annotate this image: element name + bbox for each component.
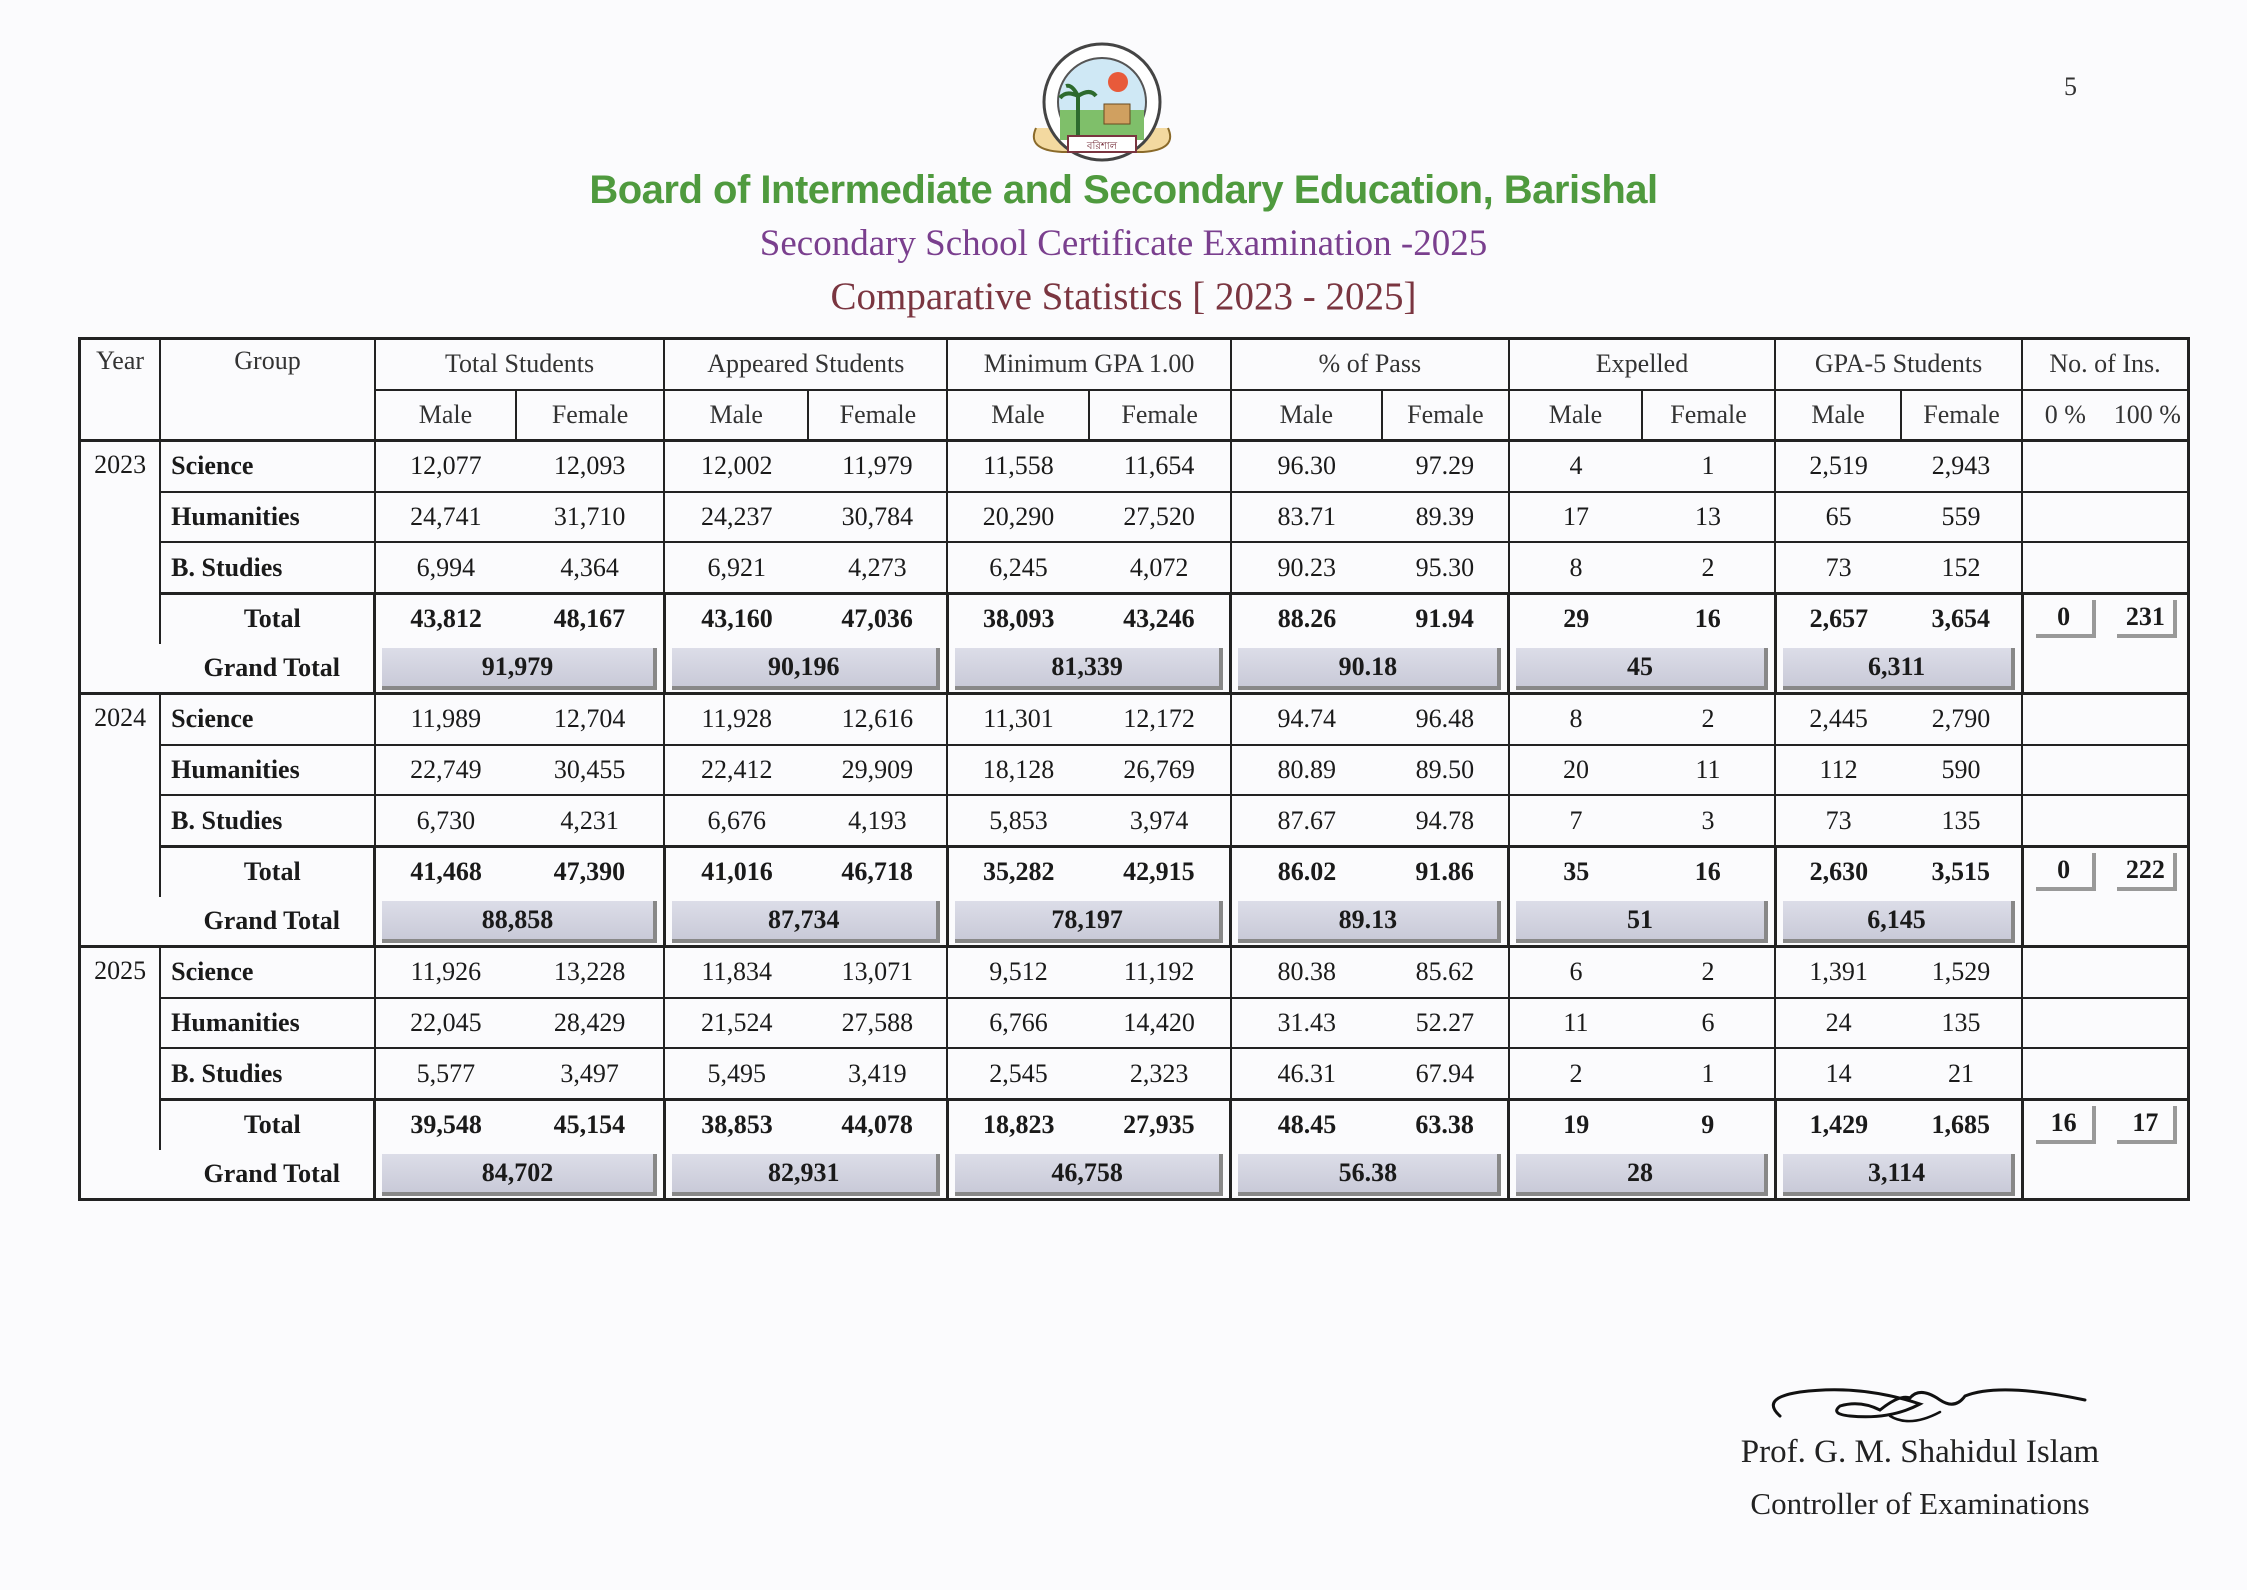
board-title: Board of Intermediate and Secondary Education, Barishal	[589, 168, 1658, 212]
grand-total-cell	[947, 1150, 1230, 1200]
value-cell: 11,989	[375, 694, 516, 745]
ins-empty-cell	[2022, 998, 2188, 1049]
value-cell: 85.62	[1382, 947, 1509, 998]
subheader-ins-0: 0 %	[2022, 390, 2108, 441]
value-cell: 2,445	[1775, 694, 1901, 745]
total-cell: 2,630	[1775, 846, 1901, 896]
group-cell: B. Studies	[160, 1048, 375, 1099]
subheader-male: Male	[1775, 390, 1901, 441]
total-cell: 19	[1509, 1099, 1642, 1149]
value-cell: 5,495	[664, 1048, 808, 1099]
subheader-male: Male	[1509, 390, 1642, 441]
value-cell: 9,512	[947, 947, 1088, 998]
ins-0-cell	[2022, 593, 2108, 643]
total-cell: 91.86	[1382, 846, 1509, 896]
value-cell: 28,429	[516, 998, 664, 1049]
grand-total-value: 56.38	[1238, 1154, 1501, 1196]
total-cell: 2,657	[1775, 593, 1901, 643]
value-cell: 17	[1509, 492, 1642, 543]
value-cell: 4,364	[516, 542, 664, 593]
value-cell: 590	[1901, 745, 2022, 796]
header-total-students: Total Students	[375, 339, 664, 390]
total-cell: 41,468	[375, 846, 516, 896]
value-cell: 80.89	[1231, 745, 1382, 796]
table-row-2025-grand-total	[80, 1150, 2189, 1200]
total-cell: 48,167	[516, 593, 664, 643]
grand-total-value: 45	[1516, 648, 1767, 690]
ins-100-value: 231	[2117, 600, 2177, 638]
header-minimum-gpa: Minimum GPA 1.00	[947, 339, 1230, 390]
header-row-1	[80, 339, 2189, 390]
exam-title: Secondary School Certificate Examination -2025	[759, 223, 1488, 264]
value-cell: 20,290	[947, 492, 1088, 543]
value-cell: 11,192	[1089, 947, 1231, 998]
header-year: Year	[80, 339, 161, 441]
grand-total-value: 3,114	[1783, 1154, 2015, 1196]
grand-total-value: 88,858	[382, 901, 656, 943]
value-cell: 30,784	[808, 492, 947, 543]
ins-0-value: 0	[2036, 600, 2096, 638]
value-cell: 67.94	[1382, 1048, 1509, 1099]
total-cell: 1,685	[1901, 1099, 2022, 1149]
value-cell: 27,588	[808, 998, 947, 1049]
total-cell: 18,823	[947, 1099, 1088, 1149]
value-cell: 13,228	[516, 947, 664, 998]
table-row-2025-bstudies	[80, 1048, 2189, 1099]
value-cell: 65	[1775, 492, 1901, 543]
year-cell-2023: 2023	[80, 441, 161, 694]
value-cell: 6,994	[375, 542, 516, 593]
total-cell: 9	[1642, 1099, 1775, 1149]
grand-total-cell	[1775, 1150, 2022, 1200]
value-cell: 6,676	[664, 795, 808, 846]
value-cell: 2	[1642, 694, 1775, 745]
subheader-male: Male	[664, 390, 808, 441]
table-row-2023-total	[80, 593, 2189, 643]
value-cell: 152	[1901, 542, 2022, 593]
total-cell: 86.02	[1231, 846, 1382, 896]
board-seal-logo	[1022, 40, 1182, 170]
ins-100-cell	[2108, 846, 2189, 896]
value-cell: 26,769	[1089, 745, 1231, 796]
value-cell: 22,412	[664, 745, 808, 796]
ins-empty-cell	[2022, 1150, 2188, 1200]
grand-total-value: 81,339	[955, 648, 1223, 690]
ins-empty-cell	[2022, 897, 2188, 947]
subheader-male: Male	[375, 390, 516, 441]
value-cell: 135	[1901, 795, 2022, 846]
ins-100-cell	[2108, 1099, 2189, 1149]
grand-total-value: 78,197	[955, 901, 1223, 943]
table-row-2025-humanities	[80, 998, 2189, 1049]
value-cell: 87.67	[1231, 795, 1382, 846]
value-cell: 11,928	[664, 694, 808, 745]
value-cell: 11,654	[1089, 441, 1231, 492]
header-row-2	[80, 390, 2189, 441]
table-row-2024-humanities	[80, 745, 2189, 796]
ins-empty-cell	[2022, 745, 2188, 796]
value-cell: 2,943	[1901, 441, 2022, 492]
value-cell: 12,093	[516, 441, 664, 492]
value-cell: 8	[1509, 694, 1642, 745]
total-cell: 16	[1642, 846, 1775, 896]
header-expelled: Expelled	[1509, 339, 1775, 390]
grand-total-cell	[1509, 897, 1775, 947]
grand-total-value: 82,931	[672, 1154, 940, 1196]
table-row-2024-grand-total	[80, 897, 2189, 947]
total-cell: 46,718	[808, 846, 947, 896]
grand-total-value: 51	[1516, 901, 1767, 943]
value-cell: 4	[1509, 441, 1642, 492]
value-cell: 3,974	[1089, 795, 1231, 846]
value-cell: 80.38	[1231, 947, 1382, 998]
total-label: Total	[160, 846, 375, 896]
value-cell: 14	[1775, 1048, 1901, 1099]
ins-empty-cell	[2022, 542, 2188, 593]
comparative-statistics-table	[78, 337, 2190, 1201]
handwritten-signature	[1740, 1376, 2120, 1440]
value-cell: 90.23	[1231, 542, 1382, 593]
value-cell: 94.74	[1231, 694, 1382, 745]
grand-total-value: 89.13	[1238, 901, 1501, 943]
value-cell: 31,710	[516, 492, 664, 543]
total-label: Total	[160, 593, 375, 643]
value-cell: 1	[1642, 441, 1775, 492]
subheader-female: Female	[1089, 390, 1231, 441]
grand-total-cell	[1509, 1150, 1775, 1200]
value-cell: 3,497	[516, 1048, 664, 1099]
total-cell: 43,246	[1089, 593, 1231, 643]
value-cell: 52.27	[1382, 998, 1509, 1049]
group-cell: Humanities	[160, 998, 375, 1049]
value-cell: 2,790	[1901, 694, 2022, 745]
value-cell: 2,519	[1775, 441, 1901, 492]
total-cell: 42,915	[1089, 846, 1231, 896]
value-cell: 1,391	[1775, 947, 1901, 998]
grand-total-value: 91,979	[382, 648, 656, 690]
header-gpa5-students: GPA-5 Students	[1775, 339, 2022, 390]
total-cell: 38,853	[664, 1099, 808, 1149]
value-cell: 89.50	[1382, 745, 1509, 796]
value-cell: 4,072	[1089, 542, 1231, 593]
table-row-2023-bstudies	[80, 542, 2189, 593]
value-cell: 7	[1509, 795, 1642, 846]
ins-empty-cell	[2022, 947, 2188, 998]
group-cell: B. Studies	[160, 795, 375, 846]
total-cell: 91.94	[1382, 593, 1509, 643]
value-cell: 22,749	[375, 745, 516, 796]
statistics-title: Comparative Statistics [ 2023 - 2025]	[830, 275, 1417, 318]
value-cell: 14,420	[1089, 998, 1231, 1049]
value-cell: 73	[1775, 542, 1901, 593]
grand-total-cell	[1775, 644, 2022, 694]
ins-100-value: 17	[2117, 1106, 2177, 1144]
value-cell: 11,979	[808, 441, 947, 492]
value-cell: 2	[1642, 947, 1775, 998]
value-cell: 96.30	[1231, 441, 1382, 492]
group-cell: Science	[160, 441, 375, 492]
group-cell: Humanities	[160, 492, 375, 543]
grand-total-cell	[1509, 644, 1775, 694]
ins-empty-cell	[2022, 1048, 2188, 1099]
grand-total-cell	[1231, 1150, 1509, 1200]
value-cell: 5,577	[375, 1048, 516, 1099]
ins-0-value: 16	[2036, 1106, 2096, 1144]
grand-total-cell	[664, 644, 947, 694]
ins-empty-cell	[2022, 795, 2188, 846]
ins-empty-cell	[2022, 694, 2188, 745]
value-cell: 4,193	[808, 795, 947, 846]
value-cell: 27,520	[1089, 492, 1231, 543]
value-cell: 21,524	[664, 998, 808, 1049]
value-cell: 24,741	[375, 492, 516, 543]
value-cell: 24	[1775, 998, 1901, 1049]
grand-total-cell	[1231, 897, 1509, 947]
grand-total-cell	[375, 644, 664, 694]
table-row-2025-total	[80, 1099, 2189, 1149]
value-cell: 6,921	[664, 542, 808, 593]
value-cell: 11,926	[375, 947, 516, 998]
total-cell: 44,078	[808, 1099, 947, 1149]
total-cell: 3,515	[1901, 846, 2022, 896]
grand-total-value: 28	[1516, 1154, 1767, 1196]
grand-total-cell	[664, 897, 947, 947]
grand-total-cell	[947, 897, 1230, 947]
grand-total-cell	[1775, 897, 2022, 947]
table-row-2023-grand-total	[80, 644, 2189, 694]
value-cell: 6	[1642, 998, 1775, 1049]
value-cell: 8	[1509, 542, 1642, 593]
ins-0-cell	[2022, 846, 2108, 896]
header-group: Group	[160, 339, 375, 441]
subheader-female: Female	[808, 390, 947, 441]
total-cell: 27,935	[1089, 1099, 1231, 1149]
total-cell: 41,016	[664, 846, 808, 896]
value-cell: 21	[1901, 1048, 2022, 1099]
table-row-2024-bstudies	[80, 795, 2189, 846]
grand-total-value: 90.18	[1238, 648, 1501, 690]
ins-0-cell	[2022, 1099, 2108, 1149]
value-cell: 2	[1509, 1048, 1642, 1099]
value-cell: 6,766	[947, 998, 1088, 1049]
total-cell: 16	[1642, 593, 1775, 643]
value-cell: 6,730	[375, 795, 516, 846]
grand-total-value: 6,145	[1783, 901, 2015, 943]
value-cell: 112	[1775, 745, 1901, 796]
ins-100-value: 222	[2117, 853, 2177, 891]
value-cell: 13,071	[808, 947, 947, 998]
value-cell: 4,231	[516, 795, 664, 846]
value-cell: 559	[1901, 492, 2022, 543]
value-cell: 4,273	[808, 542, 947, 593]
value-cell: 13	[1642, 492, 1775, 543]
header-no-of-ins: No. of Ins.	[2022, 339, 2188, 390]
grand-total-cell	[375, 897, 664, 947]
ins-empty-cell	[2022, 644, 2188, 694]
year-cell-2024: 2024	[80, 694, 161, 947]
table-row-2024-science	[80, 694, 2189, 745]
value-cell: 22,045	[375, 998, 516, 1049]
ins-100-cell	[2108, 593, 2189, 643]
total-cell: 88.26	[1231, 593, 1382, 643]
grand-total-value: 6,311	[1783, 648, 2015, 690]
total-cell: 43,812	[375, 593, 516, 643]
value-cell: 20	[1509, 745, 1642, 796]
total-cell: 35	[1509, 846, 1642, 896]
value-cell: 5,853	[947, 795, 1088, 846]
subheader-female: Female	[1382, 390, 1509, 441]
value-cell: 11,558	[947, 441, 1088, 492]
header-appeared-students: Appeared Students	[664, 339, 947, 390]
value-cell: 94.78	[1382, 795, 1509, 846]
value-cell: 6	[1509, 947, 1642, 998]
value-cell: 97.29	[1382, 441, 1509, 492]
ins-0-value: 0	[2036, 853, 2096, 891]
ins-empty-cell	[2022, 492, 2188, 543]
page-number: 5	[2064, 72, 2077, 101]
value-cell: 2,323	[1089, 1048, 1231, 1099]
subheader-male: Male	[947, 390, 1088, 441]
total-cell: 38,093	[947, 593, 1088, 643]
value-cell: 18,128	[947, 745, 1088, 796]
total-cell: 47,390	[516, 846, 664, 896]
grand-total-label: Grand Total	[160, 1150, 375, 1200]
grand-total-label: Grand Total	[203, 905, 341, 935]
table-row-2023-humanities	[80, 492, 2189, 543]
value-cell: 6,245	[947, 542, 1088, 593]
total-cell: 39,548	[375, 1099, 516, 1149]
group-cell: B. Studies	[160, 542, 375, 593]
header-pass-percent: % of Pass	[1231, 339, 1509, 390]
total-label: Total	[160, 1099, 375, 1149]
total-cell: 48.45	[1231, 1099, 1382, 1149]
subheader-female: Female	[1642, 390, 1775, 441]
grand-total-value: 84,702	[382, 1154, 656, 1196]
value-cell: 24,237	[664, 492, 808, 543]
total-cell: 1,429	[1775, 1099, 1901, 1149]
grand-total-cell	[947, 644, 1230, 694]
subheader-female: Female	[1901, 390, 2022, 441]
grand-total-cell	[664, 1150, 947, 1200]
value-cell: 30,455	[516, 745, 664, 796]
value-cell: 29,909	[808, 745, 947, 796]
value-cell: 95.30	[1382, 542, 1509, 593]
value-cell: 11,301	[947, 694, 1088, 745]
total-cell: 35,282	[947, 846, 1088, 896]
value-cell: 1	[1642, 1048, 1775, 1099]
grand-total-value: 87,734	[672, 901, 940, 943]
value-cell: 89.39	[1382, 492, 1509, 543]
year-cell-2025: 2025	[80, 947, 161, 1200]
svg-text:বরিশাল: বরিশাল	[1086, 141, 1118, 152]
ins-empty-cell	[2022, 441, 2188, 492]
total-cell: 29	[1509, 593, 1642, 643]
value-cell: 96.48	[1382, 694, 1509, 745]
value-cell: 31.43	[1231, 998, 1382, 1049]
table-row-2024-total	[80, 846, 2189, 896]
table-row-2025-science	[80, 947, 2189, 998]
value-cell: 46.31	[1231, 1048, 1382, 1099]
signatory-title: Controller of Examinations	[1750, 1486, 2090, 1521]
value-cell: 11	[1509, 998, 1642, 1049]
value-cell: 3	[1642, 795, 1775, 846]
total-cell: 3,654	[1901, 593, 2022, 643]
subheader-female: Female	[516, 390, 664, 441]
value-cell: 12,002	[664, 441, 808, 492]
total-cell: 43,160	[664, 593, 808, 643]
grand-total-label: Grand Total	[203, 652, 341, 682]
group-cell: Science	[160, 694, 375, 745]
value-cell: 135	[1901, 998, 2022, 1049]
value-cell: 11,834	[664, 947, 808, 998]
value-cell: 2	[1642, 542, 1775, 593]
value-cell: 73	[1775, 795, 1901, 846]
value-cell: 11	[1642, 745, 1775, 796]
value-cell: 12,077	[375, 441, 516, 492]
subheader-ins-100: 100 %	[2108, 390, 2189, 441]
table-row-2023-science	[80, 441, 2189, 492]
value-cell: 1,529	[1901, 947, 2022, 998]
total-cell: 45,154	[516, 1099, 664, 1149]
signatory-name: Prof. G. M. Shahidul Islam	[1740, 1434, 2100, 1470]
group-cell: Science	[160, 947, 375, 998]
grand-total-cell	[375, 1150, 664, 1200]
subheader-male: Male	[1231, 390, 1382, 441]
value-cell: 3,419	[808, 1048, 947, 1099]
grand-total-value: 90,196	[672, 648, 940, 690]
grand-total-value: 46,758	[955, 1154, 1223, 1196]
value-cell: 83.71	[1231, 492, 1382, 543]
grand-total-cell	[1231, 644, 1509, 694]
total-cell: 63.38	[1382, 1099, 1509, 1149]
total-cell: 47,036	[808, 593, 947, 643]
value-cell: 12,616	[808, 694, 947, 745]
value-cell: 12,172	[1089, 694, 1231, 745]
value-cell: 12,704	[516, 694, 664, 745]
value-cell: 2,545	[947, 1048, 1088, 1099]
group-cell: Humanities	[160, 745, 375, 796]
